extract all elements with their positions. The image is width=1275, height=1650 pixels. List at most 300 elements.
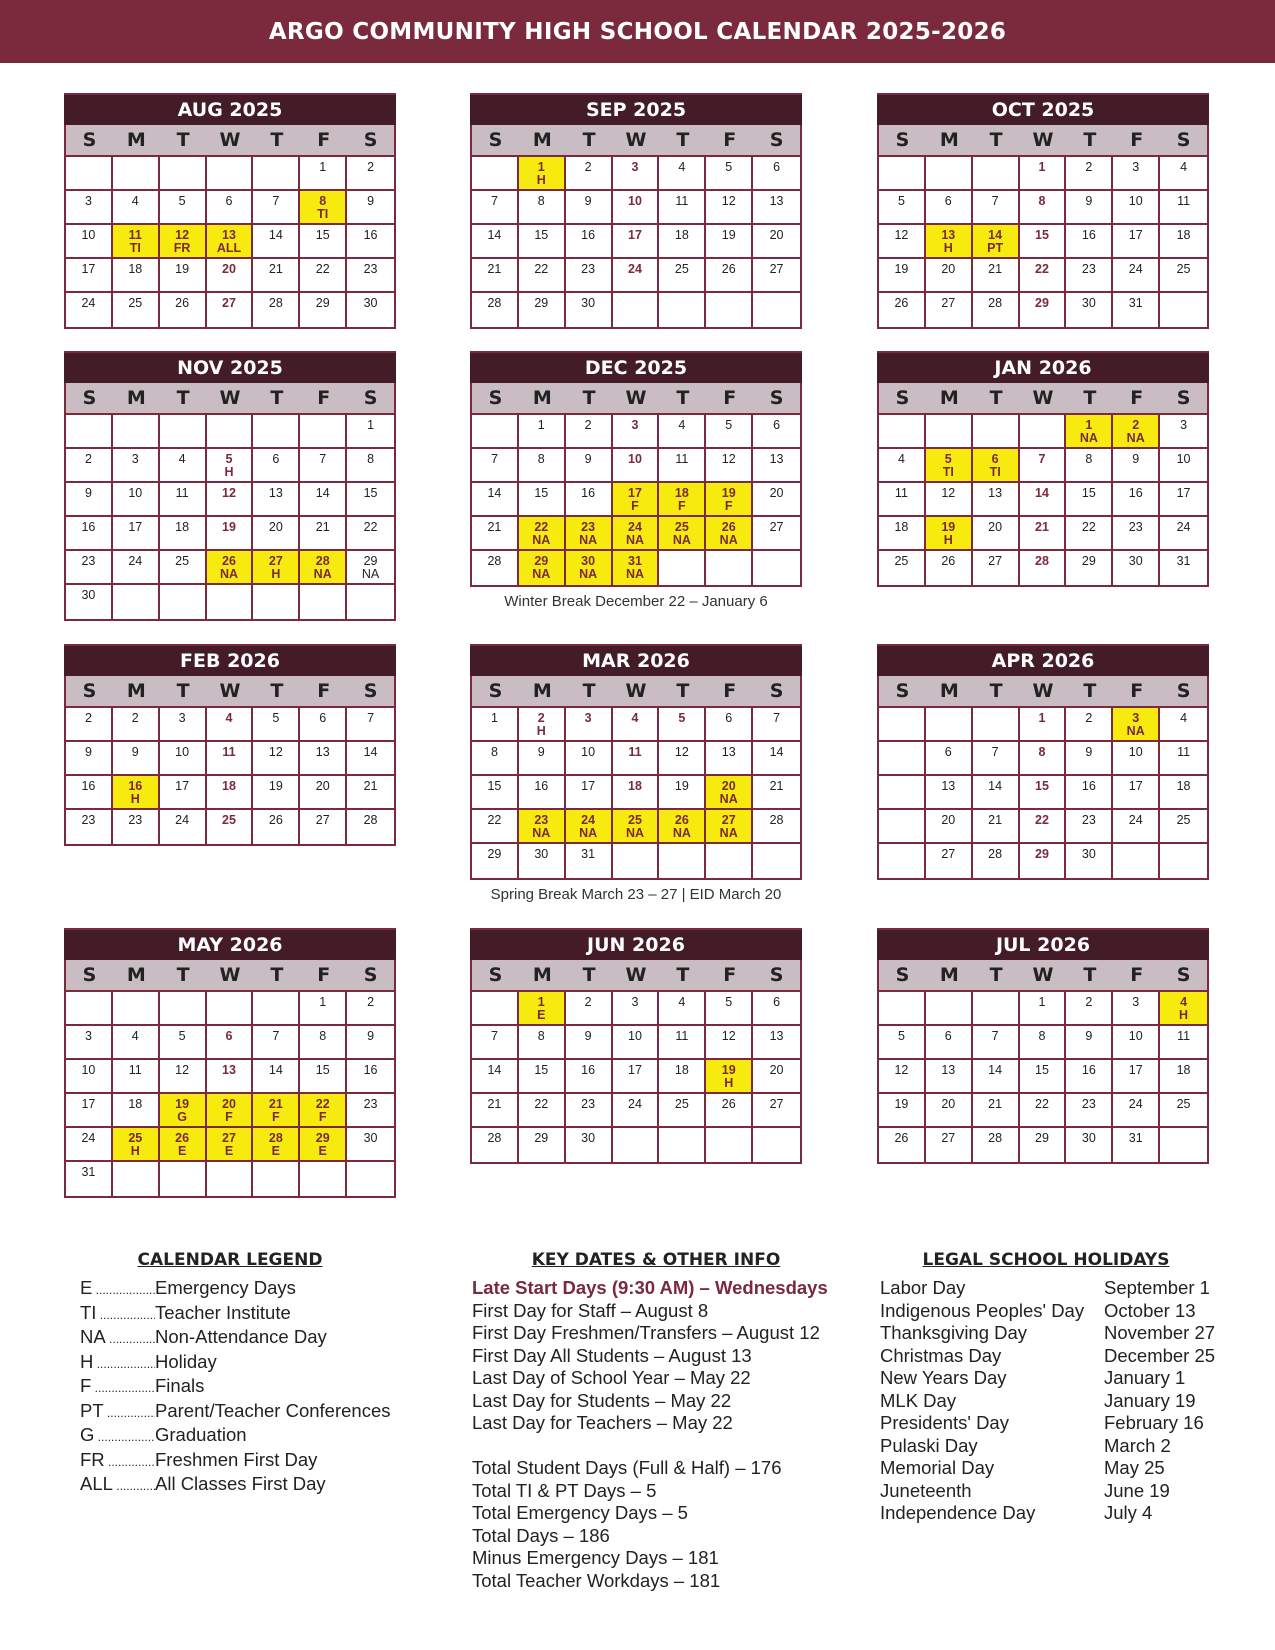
day-number: 29 xyxy=(1035,1131,1049,1145)
day-cell xyxy=(207,225,254,259)
day-number: 10 xyxy=(128,486,143,500)
day-cell xyxy=(879,225,926,259)
day-number: 29 xyxy=(315,296,330,310)
day-number: 26 xyxy=(721,1097,736,1111)
key-date-item: First Day Freshmen/Transfers – August 12 xyxy=(472,1322,820,1343)
day-cell xyxy=(160,551,207,585)
day-cell xyxy=(113,483,160,517)
holidays-list xyxy=(880,1277,1215,1525)
empty-cell xyxy=(926,415,973,449)
weekday-label: T xyxy=(582,964,596,986)
day-code: E xyxy=(177,1144,187,1158)
day-number: 27 xyxy=(941,1131,956,1145)
day-number: 23 xyxy=(1128,520,1143,534)
day-number: 9 xyxy=(1085,745,1093,759)
day-cell xyxy=(1020,225,1067,259)
empty-cell xyxy=(113,1162,160,1196)
day-number: 3 xyxy=(1132,711,1140,725)
day-number: 22 xyxy=(534,1097,549,1111)
day-code: NA xyxy=(532,533,551,547)
weekday-label: S xyxy=(895,680,910,702)
day-number: 3 xyxy=(131,452,139,466)
day-cell xyxy=(253,225,300,259)
day-cell xyxy=(300,1026,347,1060)
month-title: NOV 2025 xyxy=(64,351,396,383)
weekday-header xyxy=(472,383,800,415)
month-title: JAN 2026 xyxy=(877,351,1209,383)
day-number: 12 xyxy=(721,1029,736,1043)
legend-item xyxy=(80,1326,391,1351)
day-cell xyxy=(566,191,613,225)
day-number: 29 xyxy=(1035,847,1049,861)
empty-cell xyxy=(879,810,926,844)
legend-item xyxy=(80,1449,391,1474)
day-cell xyxy=(753,708,800,742)
day-number: 5 xyxy=(225,452,233,466)
weekday-label: T xyxy=(270,129,284,151)
day-cell xyxy=(973,1026,1020,1060)
day-cell xyxy=(113,1060,160,1094)
month-calendar xyxy=(877,644,1209,880)
day-number: 16 xyxy=(363,1063,378,1077)
day-number: 8 xyxy=(537,1029,545,1043)
day-cell xyxy=(253,742,300,776)
day-cell xyxy=(347,1026,394,1060)
empty-cell xyxy=(472,157,519,191)
day-number: 4 xyxy=(678,160,686,174)
day-cell xyxy=(1066,157,1113,191)
day-number: 21 xyxy=(1035,520,1049,534)
day-cell xyxy=(347,1128,394,1162)
total-item: Total Student Days (Full & Half) – 176 xyxy=(472,1457,782,1478)
day-number: 9 xyxy=(131,745,139,759)
weekday-label: W xyxy=(219,680,241,702)
day-cell xyxy=(753,992,800,1026)
day-number: 16 xyxy=(128,779,143,793)
day-cell xyxy=(160,742,207,776)
day-cell xyxy=(706,225,753,259)
legend-item xyxy=(80,1375,391,1400)
day-number: 24 xyxy=(1128,813,1143,827)
empty-cell xyxy=(113,415,160,449)
day-number: 20 xyxy=(268,520,283,534)
day-cell xyxy=(566,742,613,776)
weekday-label: W xyxy=(625,129,647,151)
day-number: 24 xyxy=(628,520,642,534)
weekday-label: T xyxy=(176,964,190,986)
empty-cell xyxy=(879,992,926,1026)
day-cell xyxy=(659,992,706,1026)
empty-cell xyxy=(207,585,254,619)
day-cell xyxy=(1066,844,1113,878)
empty-cell xyxy=(753,293,800,327)
day-number: 25 xyxy=(128,296,143,310)
day-number: 5 xyxy=(725,418,733,432)
day-cell xyxy=(519,191,566,225)
day-cell xyxy=(706,157,753,191)
weekday-label: T xyxy=(176,387,190,409)
day-number: 7 xyxy=(272,1029,280,1043)
day-cell xyxy=(1160,225,1207,259)
day-cell xyxy=(207,293,254,327)
day-code: TI xyxy=(942,465,954,479)
day-cell xyxy=(113,191,160,225)
day-number: 3 xyxy=(631,418,639,432)
day-code: PT xyxy=(987,241,1004,255)
day-number: 20 xyxy=(222,1097,236,1111)
day-cell xyxy=(879,259,926,293)
holiday-name: MLK Day xyxy=(880,1389,957,1411)
day-cell xyxy=(160,483,207,517)
day-number: 28 xyxy=(487,554,502,568)
day-cell xyxy=(519,1026,566,1060)
day-number: 3 xyxy=(631,995,639,1009)
day-number: 2 xyxy=(367,995,375,1009)
day-grid xyxy=(66,157,394,327)
weekday-label: T xyxy=(676,129,690,151)
weekday-label: S xyxy=(488,680,503,702)
weekday-header xyxy=(472,960,800,992)
day-cell xyxy=(1113,1128,1160,1162)
day-number: 28 xyxy=(487,1131,502,1145)
day-code: NA xyxy=(625,826,645,840)
day-code: NA xyxy=(219,567,239,581)
day-cell xyxy=(519,157,566,191)
holiday-date: May 25 xyxy=(1104,1457,1165,1478)
day-number: 6 xyxy=(944,194,952,208)
spring-break-note: Spring Break March 23 – 27 | EID March 20 xyxy=(490,886,782,903)
day-number: 19 xyxy=(175,1097,190,1111)
day-cell xyxy=(253,259,300,293)
day-cell xyxy=(66,1162,113,1196)
day-cell xyxy=(1113,517,1160,551)
day-cell xyxy=(1066,517,1113,551)
day-cell xyxy=(566,449,613,483)
day-number: 17 xyxy=(175,779,190,793)
day-cell xyxy=(519,483,566,517)
day-cell xyxy=(160,259,207,293)
day-number: 18 xyxy=(222,779,236,793)
day-number: 25 xyxy=(674,520,689,534)
day-cell xyxy=(207,742,254,776)
day-number: 12 xyxy=(894,228,909,242)
day-cell xyxy=(706,992,753,1026)
day-cell xyxy=(347,708,394,742)
day-number: 8 xyxy=(1085,452,1093,466)
weekday-label: T xyxy=(582,680,596,702)
day-number: 27 xyxy=(315,813,330,827)
day-number: 13 xyxy=(222,1063,236,1077)
day-cell xyxy=(753,259,800,293)
day-code: ALL xyxy=(216,241,242,255)
day-cell xyxy=(113,1026,160,1060)
empty-cell xyxy=(753,1128,800,1162)
day-code: F xyxy=(318,1110,327,1124)
day-cell xyxy=(472,293,519,327)
day-code: TI xyxy=(129,241,141,255)
day-number: 6 xyxy=(991,452,999,466)
day-cell xyxy=(253,708,300,742)
weekday-label: M xyxy=(532,387,552,409)
month-title: MAY 2026 xyxy=(64,928,396,960)
weekday-label: S xyxy=(769,680,784,702)
day-number: 10 xyxy=(1176,452,1191,466)
day-number: 15 xyxy=(1035,1063,1049,1077)
day-number: 21 xyxy=(363,779,378,793)
day-cell xyxy=(347,191,394,225)
weekday-label: S xyxy=(1176,387,1191,409)
holiday-name: Presidents' Day xyxy=(880,1412,1009,1433)
day-cell xyxy=(300,708,347,742)
day-number: 21 xyxy=(988,813,1003,827)
day-grid xyxy=(66,992,394,1196)
empty-cell xyxy=(706,844,753,878)
day-cell xyxy=(253,191,300,225)
day-code: H xyxy=(271,567,281,581)
day-number: 1 xyxy=(1085,418,1093,432)
day-cell xyxy=(253,517,300,551)
day-cell xyxy=(926,293,973,327)
day-number: 1 xyxy=(537,160,545,174)
day-number: 28 xyxy=(363,813,378,827)
day-number: 31 xyxy=(81,1165,96,1179)
day-number: 12 xyxy=(222,486,236,500)
day-number: 23 xyxy=(363,262,378,276)
weekday-label: F xyxy=(1130,964,1144,986)
key-dates-list xyxy=(472,1277,828,1592)
key-date-item: First Day All Students – August 13 xyxy=(472,1344,752,1366)
day-cell xyxy=(659,776,706,810)
day-cell xyxy=(659,449,706,483)
day-cell xyxy=(566,1026,613,1060)
day-cell xyxy=(519,293,566,327)
day-number: 14 xyxy=(988,1063,1003,1077)
day-code: F xyxy=(272,1110,280,1124)
day-number: 15 xyxy=(315,228,330,242)
empty-cell xyxy=(1160,293,1207,327)
month-calendar xyxy=(64,93,396,329)
day-cell xyxy=(472,449,519,483)
empty-cell xyxy=(207,1162,254,1196)
day-cell xyxy=(973,1060,1020,1094)
weekday-header xyxy=(66,125,394,157)
day-number: 29 xyxy=(534,1131,549,1145)
weekday-label: T xyxy=(989,680,1003,702)
day-cell xyxy=(519,225,566,259)
legend-label: Emergency Days xyxy=(155,1277,296,1298)
day-cell xyxy=(1066,708,1113,742)
day-cell xyxy=(1160,1094,1207,1128)
spacer xyxy=(472,1435,828,1458)
day-cell xyxy=(300,1094,347,1128)
day-number: 3 xyxy=(584,711,592,725)
day-code: F xyxy=(724,499,733,513)
day-cell xyxy=(566,259,613,293)
day-cell xyxy=(659,810,706,844)
holiday-date: July 4 xyxy=(1104,1502,1153,1523)
holiday-item xyxy=(880,1322,1215,1345)
weekday-label: T xyxy=(676,387,690,409)
day-number: 11 xyxy=(128,228,142,242)
day-cell xyxy=(1160,992,1207,1026)
weekday-label: S xyxy=(82,680,97,702)
day-cell xyxy=(519,449,566,483)
day-cell xyxy=(160,708,207,742)
day-number: 28 xyxy=(487,296,502,310)
day-number: 20 xyxy=(941,1097,956,1111)
day-number: 19 xyxy=(941,520,956,534)
legend-label: Holiday xyxy=(155,1350,217,1372)
day-cell xyxy=(613,992,660,1026)
day-cell xyxy=(347,1060,394,1094)
legend-code: E ..... xyxy=(80,1277,155,1302)
empty-cell xyxy=(253,992,300,1026)
day-number: 5 xyxy=(725,160,733,174)
day-cell xyxy=(66,1128,113,1162)
day-cell xyxy=(253,1060,300,1094)
weekday-label: S xyxy=(895,387,910,409)
legend-code: TI ..... xyxy=(80,1302,155,1327)
day-cell xyxy=(207,1060,254,1094)
day-cell xyxy=(706,810,753,844)
day-cell xyxy=(659,157,706,191)
day-number: 20 xyxy=(769,486,784,500)
day-number: 28 xyxy=(988,1131,1003,1145)
day-number: 12 xyxy=(175,228,190,242)
day-number: 25 xyxy=(894,554,909,568)
day-cell xyxy=(566,992,613,1026)
month-title: JUL 2026 xyxy=(877,928,1209,960)
day-code: NA xyxy=(625,567,645,581)
empty-cell xyxy=(253,157,300,191)
weekday-label: S xyxy=(769,129,784,151)
day-cell xyxy=(1066,225,1113,259)
day-number: 22 xyxy=(534,520,549,534)
day-number: 4 xyxy=(131,1029,139,1043)
day-number: 25 xyxy=(175,554,190,568)
day-number: 25 xyxy=(222,813,236,827)
day-cell xyxy=(1020,191,1067,225)
day-number: 27 xyxy=(988,554,1003,568)
total-item: Total Teacher Workdays – 181 xyxy=(472,1569,721,1591)
weekday-label: F xyxy=(723,129,737,151)
day-cell xyxy=(1113,157,1160,191)
weekday-label: T xyxy=(989,129,1003,151)
day-number: 26 xyxy=(222,554,236,568)
legend-item xyxy=(80,1400,391,1425)
empty-cell xyxy=(613,1128,660,1162)
day-cell xyxy=(1020,742,1067,776)
day-cell xyxy=(1113,191,1160,225)
day-cell xyxy=(1020,992,1067,1026)
day-cell xyxy=(519,517,566,551)
day-number: 23 xyxy=(581,262,596,276)
day-cell xyxy=(347,259,394,293)
day-cell xyxy=(1160,415,1207,449)
day-cell xyxy=(1113,259,1160,293)
weekday-label: T xyxy=(676,680,690,702)
empty-cell xyxy=(300,585,347,619)
day-cell xyxy=(1066,1060,1113,1094)
day-number: 14 xyxy=(363,745,378,759)
day-code: F xyxy=(631,499,639,513)
day-number: 24 xyxy=(581,813,596,827)
key-dates-title: KEY DATES & OTHER INFO xyxy=(531,1250,781,1270)
day-number: 21 xyxy=(487,1097,502,1111)
day-number: 8 xyxy=(537,452,545,466)
empty-cell xyxy=(113,585,160,619)
day-number: 24 xyxy=(1128,262,1143,276)
day-cell xyxy=(472,517,519,551)
holiday-date: January 19 xyxy=(1104,1389,1196,1411)
day-number: 19 xyxy=(721,228,736,242)
day-code: H xyxy=(224,465,234,479)
day-cell xyxy=(160,225,207,259)
day-number: 23 xyxy=(363,1097,378,1111)
day-number: 23 xyxy=(581,1097,596,1111)
weekday-label: M xyxy=(126,680,146,702)
holiday-item xyxy=(880,1345,1215,1368)
month-calendar xyxy=(877,351,1209,587)
empty-cell xyxy=(926,992,973,1026)
day-cell xyxy=(706,708,753,742)
legend-code: PT ..... xyxy=(80,1400,155,1425)
weekday-label: S xyxy=(363,680,378,702)
day-cell xyxy=(1113,449,1160,483)
empty-cell xyxy=(926,708,973,742)
day-cell xyxy=(472,1026,519,1060)
day-cell xyxy=(1020,1128,1067,1162)
day-number: 24 xyxy=(81,1131,96,1145)
day-number: 14 xyxy=(988,779,1003,793)
day-number: 26 xyxy=(268,813,283,827)
weekday-label: F xyxy=(317,129,331,151)
day-number: 18 xyxy=(175,520,190,534)
day-number: 21 xyxy=(769,779,784,793)
day-cell xyxy=(926,225,973,259)
day-code: H xyxy=(1179,1008,1189,1022)
holiday-name: Indigenous Peoples' Day xyxy=(880,1299,1085,1321)
day-cell xyxy=(566,415,613,449)
day-cell xyxy=(926,1094,973,1128)
day-cell xyxy=(566,293,613,327)
weekday-label: S xyxy=(895,964,910,986)
day-number: 29 xyxy=(534,296,549,310)
month-title: OCT 2025 xyxy=(877,93,1209,125)
empty-cell xyxy=(1160,844,1207,878)
day-number: 15 xyxy=(363,486,378,500)
day-cell xyxy=(1113,810,1160,844)
legend-code: G ..... xyxy=(80,1424,155,1449)
weekday-label: T xyxy=(270,964,284,986)
day-number: 19 xyxy=(894,1097,909,1111)
empty-cell xyxy=(926,157,973,191)
holiday-date: September 1 xyxy=(1104,1277,1210,1298)
day-cell xyxy=(66,225,113,259)
empty-cell xyxy=(706,1128,753,1162)
day-number: 7 xyxy=(490,1029,498,1043)
day-cell xyxy=(566,1060,613,1094)
day-cell xyxy=(1113,415,1160,449)
day-cell xyxy=(973,259,1020,293)
day-cell xyxy=(1020,449,1067,483)
day-cell xyxy=(66,776,113,810)
day-cell xyxy=(253,1026,300,1060)
key-date-item: Last Day of School Year – May 22 xyxy=(472,1367,751,1388)
day-number: 25 xyxy=(674,1097,689,1111)
day-cell xyxy=(113,259,160,293)
day-cell xyxy=(519,1128,566,1162)
